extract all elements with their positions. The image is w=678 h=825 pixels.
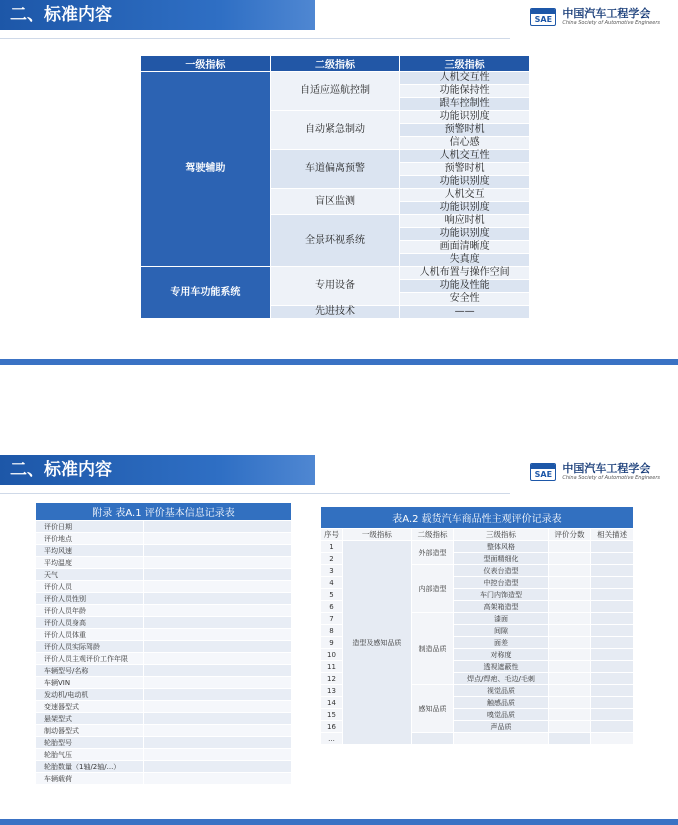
a2-description-cell[interactable] (591, 661, 634, 673)
slide-title: 二、标准内容 (0, 0, 315, 30)
a2-seq: 9 (321, 637, 343, 649)
a1-field-value[interactable] (144, 557, 292, 569)
a1-field-value[interactable] (144, 725, 292, 737)
a1-field-label: 评价人员身高 (36, 617, 144, 629)
indicator-table (140, 55, 530, 319)
a2-score-cell[interactable] (548, 589, 591, 601)
logo-cn-text: 中国汽车工程学会 (562, 461, 651, 475)
a2-description-cell[interactable] (591, 565, 634, 577)
a1-field-value[interactable] (144, 677, 292, 689)
a2-level1: 造型及感知品质 (343, 541, 412, 745)
a1-field-label: 车辆型号/名称 (36, 665, 144, 677)
logo-en-text: China Society of Automotive Engineers (562, 474, 660, 481)
slide-1 (0, 0, 678, 368)
a1-field-value[interactable] (144, 545, 292, 557)
header-level1: 一级指标 (141, 56, 271, 72)
a2-level3: 声品质 (454, 721, 548, 733)
level2-cell: 全景环视系统 (270, 215, 400, 267)
level2-cell: 自动紧急制动 (270, 111, 400, 150)
level2-cell: 专用设备 (270, 267, 400, 306)
header-level3: 三级指标 (400, 56, 530, 72)
a1-field-label: 车辆载荷 (36, 773, 144, 785)
a2-empty-cell (591, 733, 634, 745)
a2-description-cell[interactable] (591, 721, 634, 733)
a2-level3: 车门内饰造型 (454, 589, 548, 601)
level3-cell: 响应时机 (400, 215, 530, 228)
logo-cn-text: 中国汽车工程学会 (562, 6, 651, 20)
a1-field-value[interactable] (144, 533, 292, 545)
a1-field-label: 平均风速 (36, 545, 144, 557)
a2-level2: 制造品质 (411, 613, 454, 685)
a2-score-cell[interactable] (548, 553, 591, 565)
a1-field-label: 变速器型式 (36, 701, 144, 713)
logo-icon: SAE (530, 463, 556, 481)
a2-score-cell[interactable] (548, 541, 591, 553)
a1-field-label: 评价人员体重 (36, 629, 144, 641)
level3-cell: 功能识别度 (400, 111, 530, 124)
table-row (36, 773, 292, 785)
a2-seq: 6 (321, 601, 343, 613)
slide-title: 二、标准内容 (0, 455, 315, 485)
table-row (36, 701, 292, 713)
a2-header: 评价分数 (548, 529, 591, 541)
table-row (36, 557, 292, 569)
a2-score-cell[interactable] (548, 685, 591, 697)
a2-level3: 面差 (454, 637, 548, 649)
a2-level3: 间隙 (454, 625, 548, 637)
a1-field-label: 评价人员年龄 (36, 605, 144, 617)
a2-seq: 2 (321, 553, 343, 565)
a2-seq: 4 (321, 577, 343, 589)
a2-level2: 外部造型 (411, 541, 454, 565)
a1-field-value[interactable] (144, 773, 292, 785)
level3-cell: 功能及性能 (400, 280, 530, 293)
level3-cell: 人机交互性 (400, 150, 530, 163)
a2-description-cell[interactable] (591, 577, 634, 589)
level3-cell: 功能保持性 (400, 85, 530, 98)
level2-cell: 车道偏离预警 (270, 150, 400, 189)
a2-level3: 高架箱造型 (454, 601, 548, 613)
a1-field-value[interactable] (144, 617, 292, 629)
a2-score-cell[interactable] (548, 577, 591, 589)
a1-field-value[interactable] (144, 701, 292, 713)
a1-field-value[interactable] (144, 629, 292, 641)
a1-field-value[interactable] (144, 665, 292, 677)
table-row (36, 617, 292, 629)
level3-cell: 画面清晰度 (400, 241, 530, 254)
a2-seq: 3 (321, 565, 343, 577)
a2-empty-cell (411, 733, 454, 745)
a2-seq: 5 (321, 589, 343, 601)
a2-description-cell[interactable] (591, 697, 634, 709)
table-row (36, 533, 292, 545)
level3-cell: 功能识别度 (400, 176, 530, 189)
table-row (36, 569, 292, 581)
level3-cell: 功能识别度 (400, 202, 530, 215)
a1-field-value[interactable] (144, 605, 292, 617)
a1-field-value[interactable] (144, 581, 292, 593)
a2-seq: 7 (321, 613, 343, 625)
table-row (36, 737, 292, 749)
a1-field-value[interactable] (144, 653, 292, 665)
a1-field-label: 评价人员性别 (36, 593, 144, 605)
a1-field-label: 轮胎气压 (36, 749, 144, 761)
a2-seq: 10 (321, 649, 343, 661)
a1-field-label: 制动器型式 (36, 725, 144, 737)
a2-seq: 14 (321, 697, 343, 709)
a2-score-cell[interactable] (548, 697, 591, 709)
table-row (36, 641, 292, 653)
a2-seq: 13 (321, 685, 343, 697)
a2-header: 一级指标 (343, 529, 412, 541)
table-row (321, 541, 634, 553)
a2-empty-cell (548, 733, 591, 745)
a2-level3: 漆面 (454, 613, 548, 625)
a2-description-cell[interactable] (591, 601, 634, 613)
level3-cell: 人机交互 (400, 189, 530, 202)
a2-score-cell[interactable] (548, 673, 591, 685)
table-row (36, 713, 292, 725)
a2-header: 二级指标 (411, 529, 454, 541)
a1-field-label: 评价日期 (36, 521, 144, 533)
a2-description-cell[interactable] (591, 553, 634, 565)
a2-description-cell[interactable] (591, 541, 634, 553)
a2-description-cell[interactable] (591, 613, 634, 625)
a1-field-value[interactable] (144, 593, 292, 605)
a1-field-value[interactable] (144, 689, 292, 701)
a1-field-value[interactable] (144, 713, 292, 725)
table-row (36, 581, 292, 593)
a2-score-cell[interactable] (548, 625, 591, 637)
a2-level2: 感知品质 (411, 685, 454, 733)
a2-level3: 触感品质 (454, 697, 548, 709)
a1-field-label: 轮胎型号 (36, 737, 144, 749)
level3-cell: 人机交互性 (400, 72, 530, 85)
a2-level3: 整体风格 (454, 541, 548, 553)
a2-description-cell[interactable] (591, 709, 634, 721)
a2-seq: 12 (321, 673, 343, 685)
level3-cell: 人机布置与操作空间 (400, 267, 530, 280)
a2-score-cell[interactable] (548, 565, 591, 577)
table-row (36, 665, 292, 677)
level3-cell: —— (400, 306, 530, 319)
table-row (36, 605, 292, 617)
a2-ellipsis: ... (321, 733, 343, 745)
bottom-bar (0, 359, 678, 365)
a1-field-label: 评价人员 (36, 581, 144, 593)
a2-level2: 内部造型 (411, 565, 454, 613)
logo-icon: SAE (530, 8, 556, 26)
level2-cell: 盲区监测 (270, 189, 400, 215)
title-divider (0, 38, 510, 39)
table-a2-caption: 表A.2 载货汽车商品性主观评价记录表 (321, 507, 634, 529)
title-divider (0, 493, 510, 494)
level3-cell: 功能识别度 (400, 228, 530, 241)
a1-field-value[interactable] (144, 761, 292, 773)
sae-logo (530, 6, 660, 28)
a2-score-cell[interactable] (548, 721, 591, 733)
level1-cell: 驾驶辅助 (141, 72, 271, 267)
a2-seq: 8 (321, 625, 343, 637)
a1-field-value[interactable] (144, 749, 292, 761)
a2-description-cell[interactable] (591, 673, 634, 685)
level3-cell: 失真度 (400, 254, 530, 267)
a2-header: 序号 (321, 529, 343, 541)
level2-cell: 自适应巡航控制 (270, 72, 400, 111)
level3-cell: 信心感 (400, 137, 530, 150)
level3-cell: 预警时机 (400, 124, 530, 137)
a1-field-label: 轮胎数量（1轴/2轴/...） (36, 761, 144, 773)
table-row (36, 677, 292, 689)
sae-logo (530, 461, 660, 483)
table-row (36, 521, 292, 533)
a1-field-label: 平均温度 (36, 557, 144, 569)
table-row (36, 689, 292, 701)
table-row (36, 593, 292, 605)
level3-cell: 安全性 (400, 293, 530, 306)
a2-level3: 透视遮蔽性 (454, 661, 548, 673)
a2-seq: 11 (321, 661, 343, 673)
table-a2 (320, 506, 634, 745)
table-row (36, 545, 292, 557)
level3-cell: 跟车控制性 (400, 98, 530, 111)
a2-header: 相关描述 (591, 529, 634, 541)
slide-2 (0, 455, 678, 825)
a2-level3: 中控台造型 (454, 577, 548, 589)
a1-field-value[interactable] (144, 569, 292, 581)
a2-level3: 型面精细化 (454, 553, 548, 565)
a1-field-label: 天气 (36, 569, 144, 581)
table-row (36, 725, 292, 737)
logo-en-text: China Society of Automotive Engineers (562, 19, 660, 26)
a1-field-label: 评价人员实际驾龄 (36, 641, 144, 653)
table-a1-caption: 附录 表A.1 评价基本信息记录表 (36, 503, 292, 521)
a1-field-label: 车辆VIN (36, 677, 144, 689)
a2-header: 三级指标 (454, 529, 548, 541)
a2-description-cell[interactable] (591, 589, 634, 601)
a2-score-cell[interactable] (548, 601, 591, 613)
table-row (36, 749, 292, 761)
a2-seq: 1 (321, 541, 343, 553)
a1-field-value[interactable] (144, 737, 292, 749)
a2-level3: 嗅觉品质 (454, 709, 548, 721)
a2-description-cell[interactable] (591, 637, 634, 649)
a2-score-cell[interactable] (548, 637, 591, 649)
a1-field-value[interactable] (144, 521, 292, 533)
a1-field-label: 评价人员主观评价工作年限 (36, 653, 144, 665)
level3-cell: 预警时机 (400, 163, 530, 176)
a2-empty-cell (454, 733, 548, 745)
a2-description-cell[interactable] (591, 625, 634, 637)
a2-score-cell[interactable] (548, 661, 591, 673)
table-row (36, 761, 292, 773)
a2-level3: 仪表台造型 (454, 565, 548, 577)
a1-field-label: 发动机/电动机 (36, 689, 144, 701)
bottom-bar (0, 819, 678, 825)
a2-description-cell[interactable] (591, 649, 634, 661)
a1-field-label: 评价地点 (36, 533, 144, 545)
table-a1 (35, 502, 292, 785)
a1-field-label: 悬架型式 (36, 713, 144, 725)
a2-score-cell[interactable] (548, 613, 591, 625)
header-level2: 二级指标 (270, 56, 400, 72)
a2-level3: 对称度 (454, 649, 548, 661)
level1-cell: 专用车功能系统 (141, 267, 271, 319)
level2-cell: 先进技术 (270, 306, 400, 319)
a2-seq: 16 (321, 721, 343, 733)
a2-seq: 15 (321, 709, 343, 721)
a2-description-cell[interactable] (591, 685, 634, 697)
a2-level3: 焊点/焊疤、毛边/毛刺 (454, 673, 548, 685)
a2-score-cell[interactable] (548, 649, 591, 661)
a1-field-value[interactable] (144, 641, 292, 653)
table-row (36, 653, 292, 665)
a2-level3: 视觉品质 (454, 685, 548, 697)
a2-score-cell[interactable] (548, 709, 591, 721)
table-row (36, 629, 292, 641)
